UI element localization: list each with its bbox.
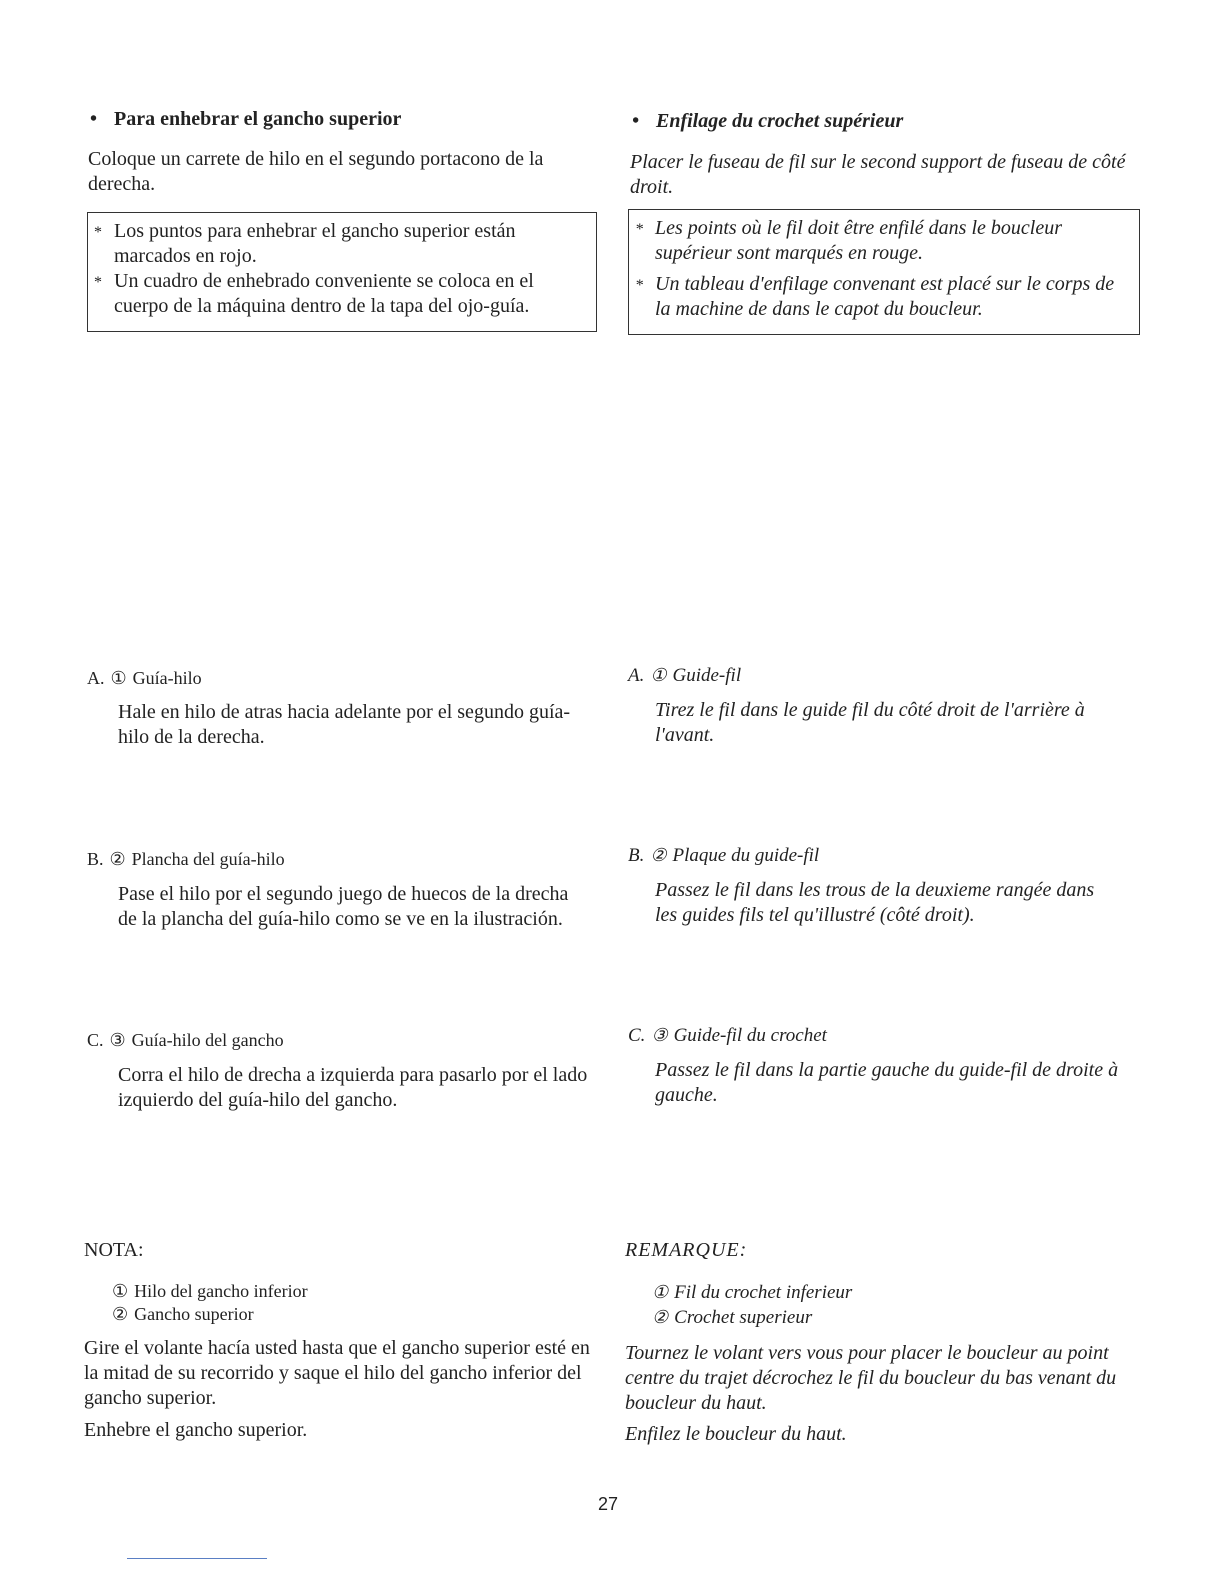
step-c-text-es: Corra el hilo de drecha a izquierda para pasarlo por el lado izquierdo del guía-hilo del gancho. xyxy=(118,1064,588,1111)
notes-item: * Un tableau d'enfilage convenant est placé sur le corps de la machine de dans le capot du boucleur. xyxy=(635,273,1115,320)
spanish-intro: Coloque un carrete de hilo en el segundo portacono de la derecha. xyxy=(88,148,544,195)
french-intro: Placer le fuseau de fil sur le second support de fuseau de côté droit. xyxy=(630,151,1126,198)
note-item-1-fr: ① Fil du crochet inferieur xyxy=(652,1282,853,1303)
bullet-icon: • xyxy=(632,110,640,132)
step-b-label-fr: B. ② Plaque du guide-fil xyxy=(628,845,820,866)
step-b-text-fr: Passez le fil dans les trous de la deuxieme rangée dans les guides fils tel qu'illustré (côté droit). xyxy=(655,879,1095,926)
notes-item: * Les points où le fil doit être enfilé dans le boucleur supérieur sont marqués en rouge. xyxy=(635,217,1062,264)
page-number: 27 xyxy=(598,1494,619,1514)
asterisk-icon: * xyxy=(94,224,102,241)
number-three-icon: ③ xyxy=(651,1025,668,1045)
note-text-es: Gire el volante hacía usted hasta que el gancho superior esté en la mitad de su recorrido y saque el hilo del gancho inferior del gancho superior. xyxy=(84,1337,590,1409)
step-b-label-es: B. ② Plancha del guía-hilo xyxy=(87,849,285,869)
notes-item: * Un cuadro de enhebrado conveniente se coloca en el cuerpo de la máquina dentro de la tapa del ojo-guía. xyxy=(94,270,534,317)
asterisk-icon: * xyxy=(635,277,643,294)
step-b-text-es: Pase el hilo por el segundo juego de huecos de la drecha de la plancha del guía-hilo como se ve en la ilustración. xyxy=(118,883,569,930)
number-one-icon: ① xyxy=(112,1281,129,1301)
note-title-fr: REMARQUE: xyxy=(625,1239,748,1261)
note-text2-fr: Enfilez le boucleur du haut. xyxy=(625,1423,847,1445)
spanish-notes-box xyxy=(87,212,597,332)
note-item-2-fr: ② Crochet superieur xyxy=(652,1307,813,1328)
step-c-text-fr: Passez le fil dans la partie gauche du guide-fil de droite à gauche. xyxy=(655,1059,1119,1106)
number-three-icon: ③ xyxy=(109,1030,126,1050)
number-two-icon: ② xyxy=(650,845,667,865)
step-c-label-fr: C. ③ Guide-fil du crochet xyxy=(628,1025,827,1046)
footer-rule xyxy=(127,1558,267,1559)
number-one-icon: ① xyxy=(652,1282,669,1302)
step-a-text-fr: Tirez le fil dans le guide fil du côté droit de l'arrière à l'avant. xyxy=(655,699,1085,746)
number-one-icon: ① xyxy=(650,665,667,685)
number-two-icon: ② xyxy=(109,849,126,869)
spanish-section-heading: • Para enhebrar el gancho superior xyxy=(90,108,402,130)
note-item-1-es: ① Hilo del gancho inferior xyxy=(112,1281,308,1301)
number-one-icon: ① xyxy=(110,668,127,688)
french-notes-box xyxy=(628,209,1140,335)
step-c-label-es: C. ③ Guía-hilo del gancho xyxy=(87,1030,284,1050)
note-text2-es: Enhebre el gancho superior. xyxy=(84,1419,308,1441)
asterisk-icon: * xyxy=(635,221,643,238)
step-a-text-es: Hale en hilo de atras hacia adelante por el segundo guía-hilo de la derecha. xyxy=(118,701,571,748)
french-section-heading: • Enfilage du crochet supérieur xyxy=(632,110,904,132)
step-a-label-fr: A. ① Guide-fil xyxy=(628,665,742,686)
step-a-label-es: A. ① Guía-hilo xyxy=(87,668,202,688)
asterisk-icon: * xyxy=(94,274,102,291)
note-title-es: NOTA: xyxy=(84,1239,144,1261)
bullet-icon: • xyxy=(90,108,98,130)
notes-item: * Los puntos para enhebrar el gancho superior están marcados en rojo. xyxy=(94,220,516,267)
number-two-icon: ② xyxy=(652,1307,669,1327)
note-item-2-es: ② Gancho superior xyxy=(112,1304,254,1324)
note-text-fr: Tournez le volant vers vous pour placer le boucleur au point centre du trajet décrochez le fil du boucleur du bas venant du boucleur du haut. xyxy=(625,1342,1117,1414)
number-two-icon: ② xyxy=(112,1304,129,1324)
